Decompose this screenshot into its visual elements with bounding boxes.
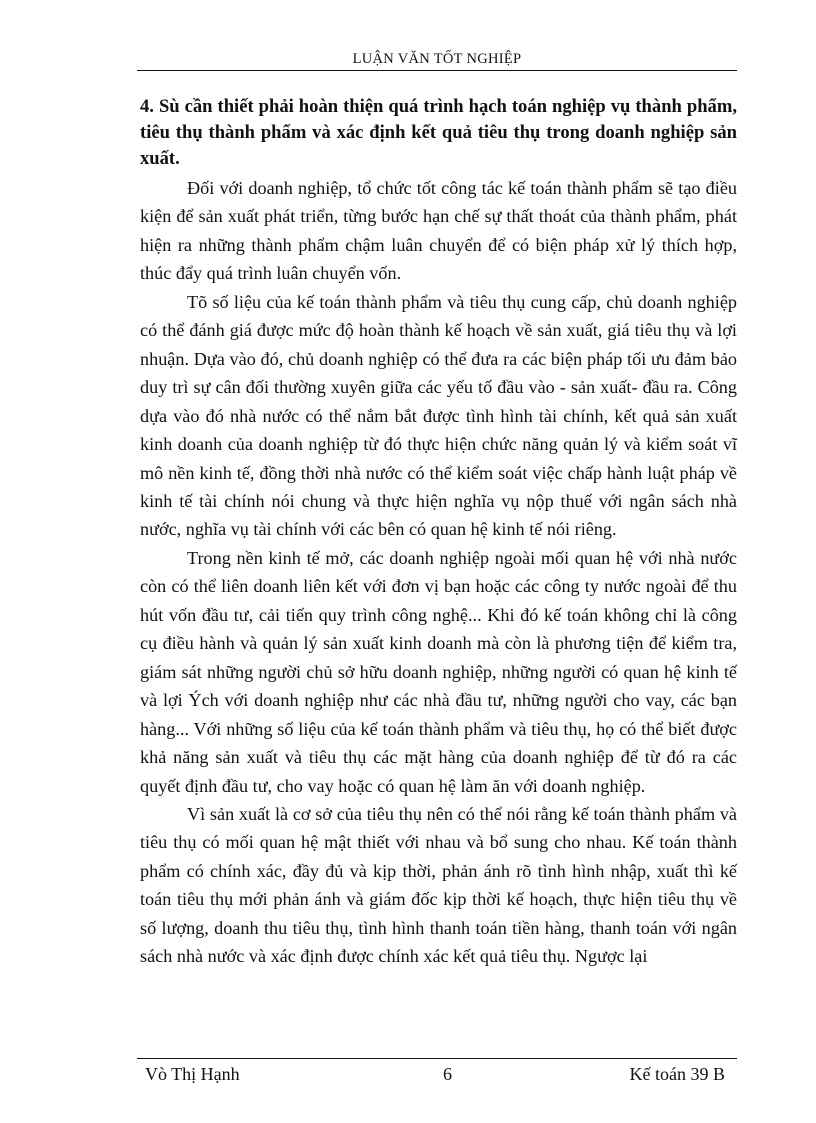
- running-header-title: LUẬN VĂN TỐT NGHIỆP: [352, 51, 522, 67]
- paragraph-4: Vì sản xuất là cơ sở của tiêu thụ nên có thể nói rằng kế toán thành phẩm và tiêu thụ có mối quan hệ mật thiết với nhau và bổ sung cho nhau. Kế toán thành phẩm có chính xác, đầy đủ và kịp thời, phản ánh rõ tình hình nhập, xuất thì kế toán tiêu thụ mới phản ánh và giám đốc kịp thời kế hoạch, thực hiện tiêu thụ về số lượng, doanh thu tiêu thụ, tình hình thanh toán tiền hàng, thanh toán với ngân sách nhà nước và xác định được chính xác kết quả tiêu thụ. Ngược lại: [140, 803, 737, 967]
- footer-author: Vò Thị Hạnh: [145, 1064, 240, 1084]
- section-heading: 4. Sù cần thiết phải hoàn thiện quá trình hạch toán nghiệp vụ thành phẩm, tiêu thụ thành phẩm và xác định kết quả tiêu thụ trong doanh nghiệp sản xuất.: [140, 96, 737, 169]
- page-footer: [145, 1063, 725, 1085]
- document-body: [140, 94, 737, 971]
- paragraph-1: Đối với doanh nghiệp, tổ chức tốt công tác kế toán thành phẩm sẽ tạo điều kiện để sản xuất phát triển, từng bước hạn chế sự thất thoát của thành phẩm, phát hiện ra những thành phẩm chậm luân chuyển để có biện pháp xử lý thích hợp, thúc đẩy quá trình luân chuyển vốn.: [140, 178, 737, 284]
- header-divider: [137, 70, 737, 71]
- page-number: 6: [443, 1064, 452, 1084]
- footer-class-name: Kế toán 39 B: [629, 1064, 725, 1084]
- paragraph-2: Tõ số liệu của kế toán thành phẩm và tiêu thụ cung cấp, chủ doanh nghiệp có thể đánh giá được mức độ hoàn thành kế hoạch về sản xuất, giá tiêu thụ và lợi nhuận. Dựa vào đó, chủ doanh nghiệp có thể đưa ra các biện pháp tối ưu đảm bảo duy trì sự cân đối thường xuyên giữa các yếu tố đầu vào - sản xuất- đầu ra. Công dựa vào đó nhà nước có thể nắm bắt được tình hình tài chính, kết quả sản xuất kinh doanh của doanh nghiệp từ đó thực hiện chức năng quản lý và kiểm soát vĩ mô nền kinh tế, đồng thời nhà nước có thể kiểm soát việc chấp hành luật pháp về kinh tế tài chính nói chung và thực hiện nghĩa vụ nộp thuế với ngân sách nhà nước, nghĩa vụ tài chính với các bên có quan hệ kinh tế nói riêng.: [140, 291, 737, 540]
- footer-divider: [137, 1058, 737, 1059]
- paragraph-3: Trong nền kinh tế mở, các doanh nghiệp ngoài mối quan hệ với nhà nước còn có thể liên doanh liên kết với đơn vị bạn hoặc các công ty nước ngoài để thu hút vốn đầu tư, cải tiến quy trình công nghệ... Khi đó kế toán không chỉ là công cụ điều hành và quản lý sản xuất kinh doanh mà còn là phương tiện để kiểm tra, giám sát những người chủ sở hữu doanh nghiệp, những người có quan hệ kinh tế và lợi Ých với doanh nghiệp như các nhà đầu tư, những người cho vay, các bạn hàng... Với những số liệu của kế toán thành phẩm và tiêu thụ, họ có thể biết được khả năng sản xuất và tiêu thụ các mặt hàng của doanh nghiệp để từ đó ra các quyết định đầu tư, cho vay hoặc có quan hệ làm ăn với doanh nghiệp.: [140, 547, 737, 796]
